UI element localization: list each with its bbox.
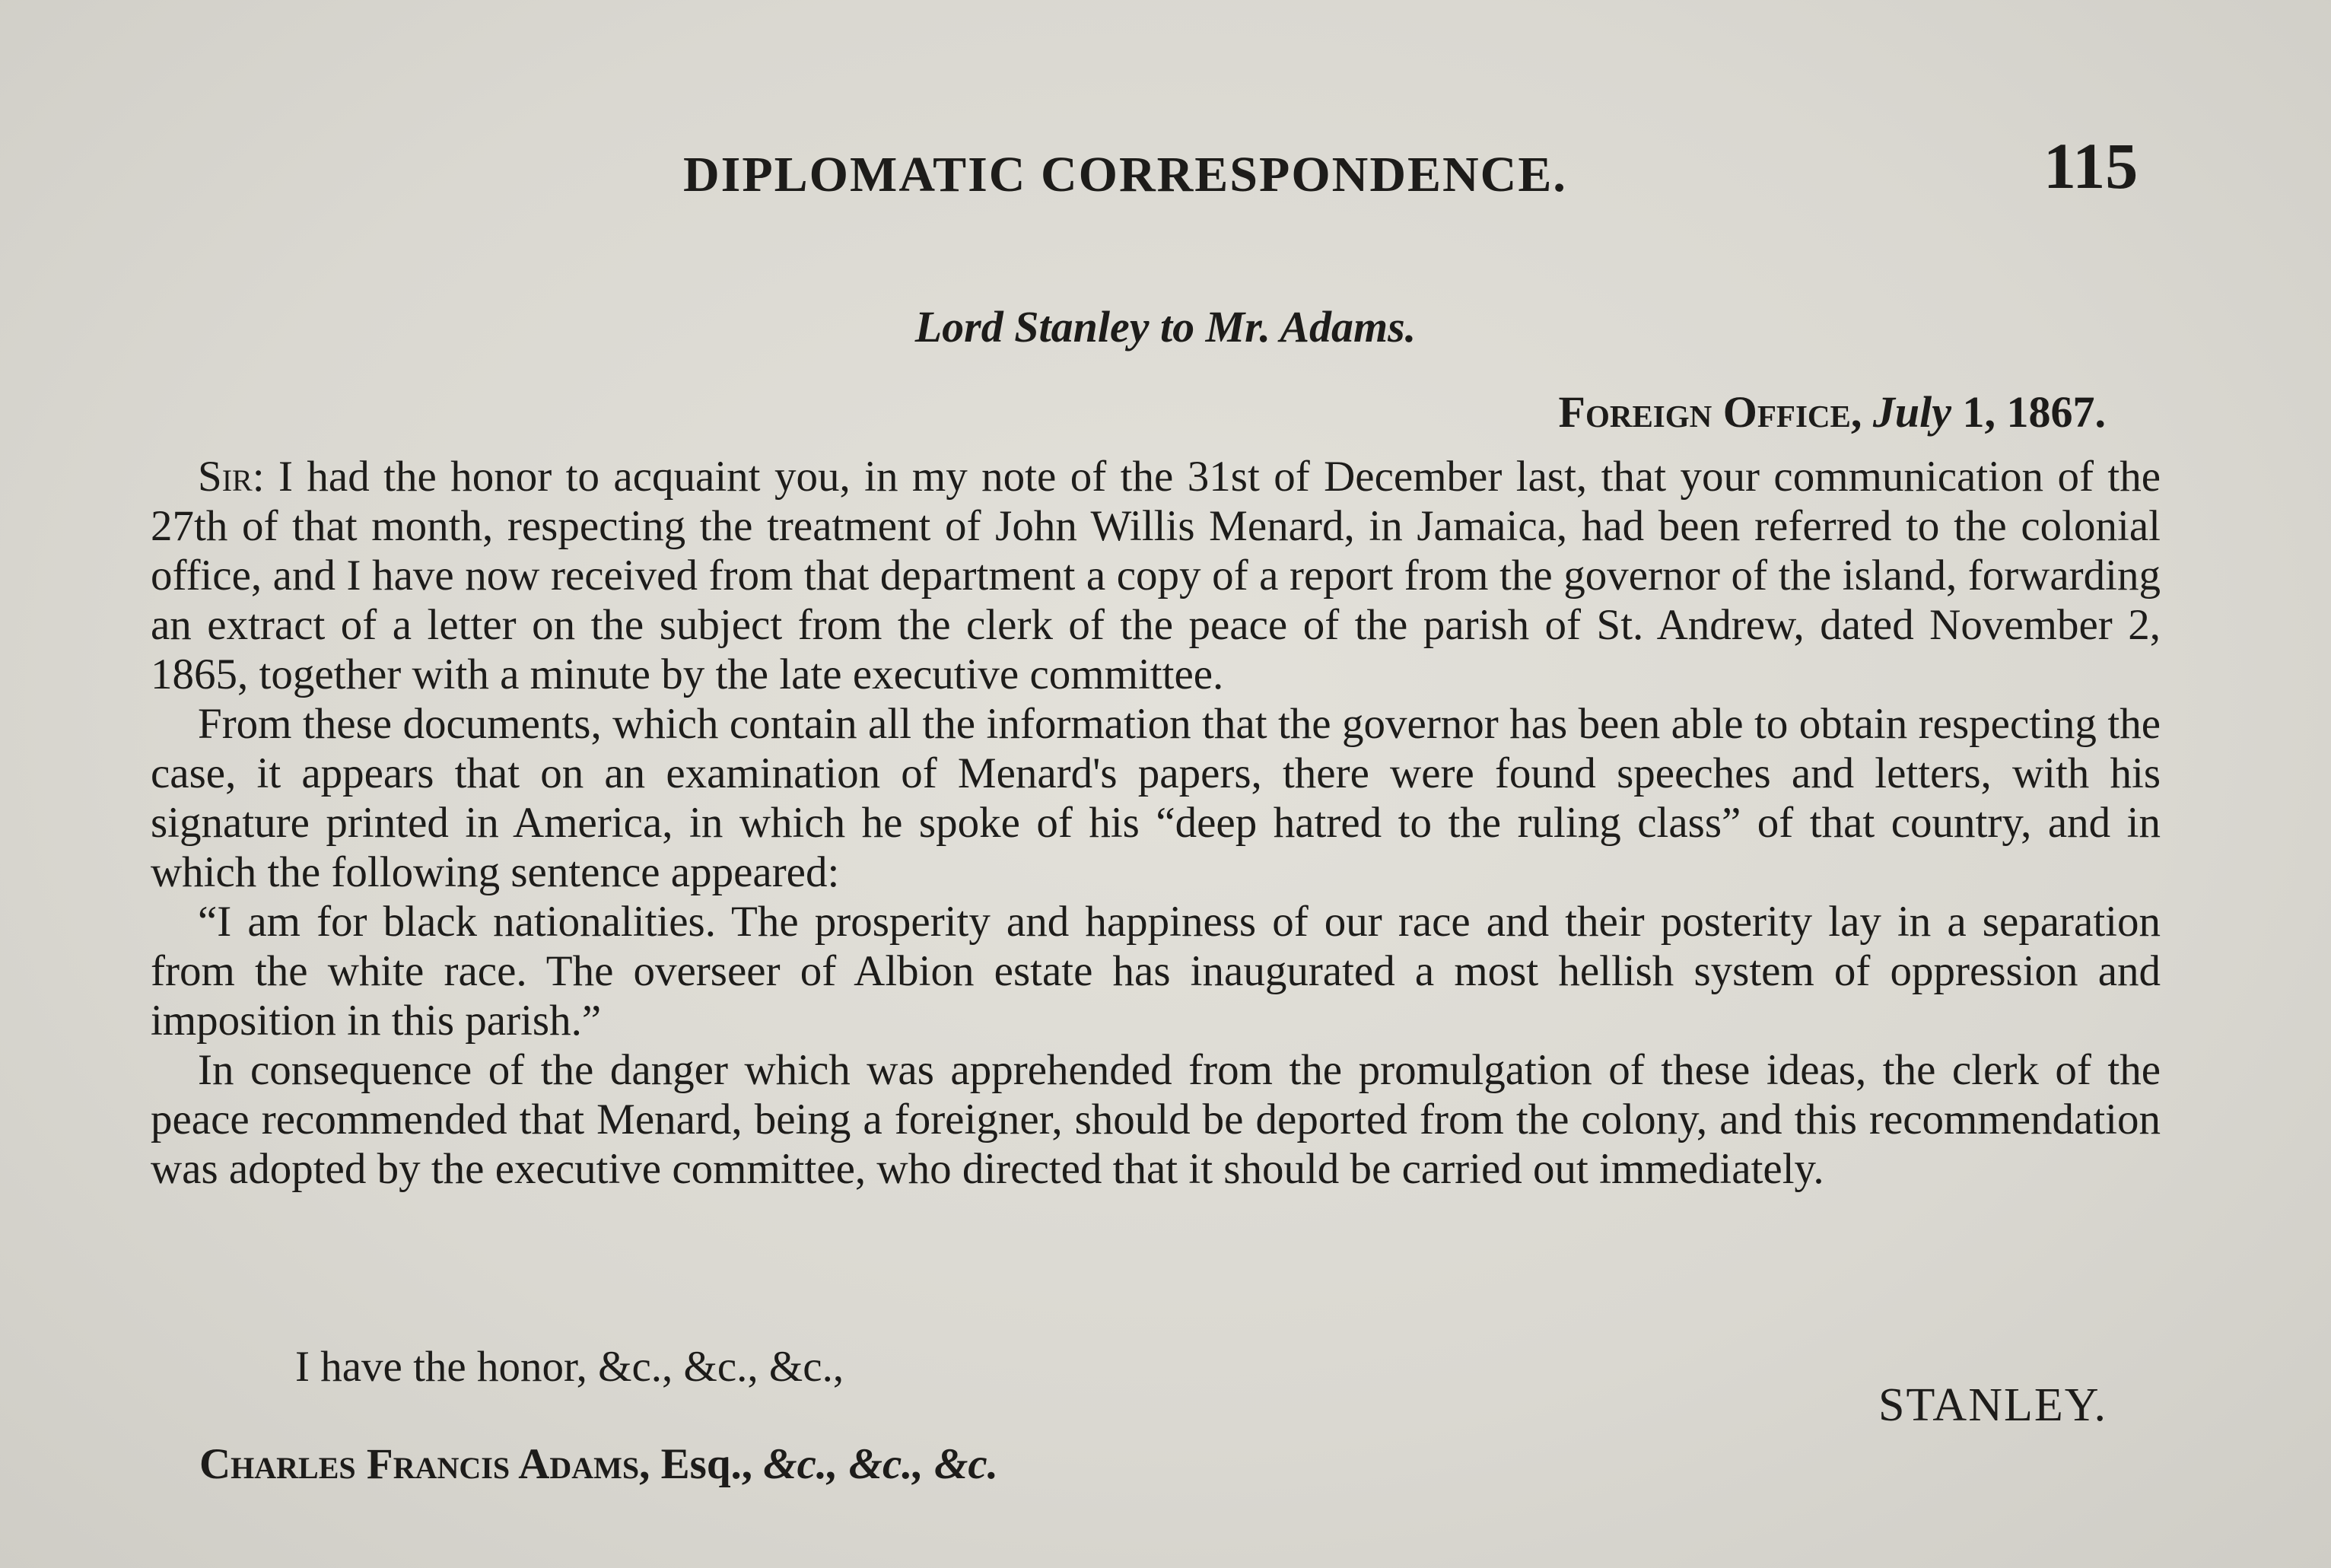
addressee-name: Charles Francis Adams, (199, 1440, 650, 1488)
addressee-etc: &c., &c., &c. (763, 1440, 998, 1488)
running-title: DIPLOMATIC CORRESPONDENCE. (683, 147, 1567, 202)
paragraph-1-text: I had the honor to acquaint you, in my note of the 31st of December last, that your communication of the 27th of that month, respecting the treatment of John Willis Menard, in Jamaica, had been referred to the colonial office, and I have now received from that department a copy of a report from the governor of the island, forwarding an extract of a letter on the subject from the clerk of the peace of the parish of St. Andrew, dated November 2, 1865, together with a minute by the late executive committee. (151, 453, 2161, 698)
salutation: Sir: (198, 453, 265, 501)
dateline (1559, 386, 2106, 437)
letter-title: Lord Stanley to Mr. Adams. (914, 302, 1417, 351)
page-number: 115 (2043, 129, 2139, 202)
paragraph-2: From these documents, which contain all the information that the governor has been able to obtain respecting the case, it appears that on an examination of Menard's papers, there were found speeches and letters, with his signature printed in America, in which he spoke of his “deep hatred to the ruling class” of that country, and in which the following sentence appeared: (151, 700, 2161, 896)
closing-line: I have the honor, &c., &c., &c., (295, 1343, 844, 1391)
addressee-suffix: Esq., (660, 1440, 753, 1488)
dateline-year: 1, 1867. (1962, 387, 2106, 437)
letter-body (151, 452, 2161, 1194)
quoted-paragraph: “I am for black nationalities. The prosperity and happiness of our race and their posterity lay in a separation from the white race. The overseer of Albion estate has inaugurated a most hellish system of oppression and imposition in this parish.” (151, 898, 2161, 1045)
dateline-place: Foreign Office, (1558, 387, 1862, 437)
signature: STANLEY. (1878, 1379, 2107, 1431)
dateline-month: July (1872, 387, 1951, 437)
addressee (199, 1439, 998, 1489)
paragraph-1 (151, 452, 2161, 699)
paragraph-4: In consequence of the danger which was apprehended from the promulgation of these ideas, the clerk of the peace recommended that Menard, being a foreigner, should be deported from the colony, and this recommendation was adopted by the executive committee, who directed that it should be carried out immediately. (151, 1046, 2161, 1193)
